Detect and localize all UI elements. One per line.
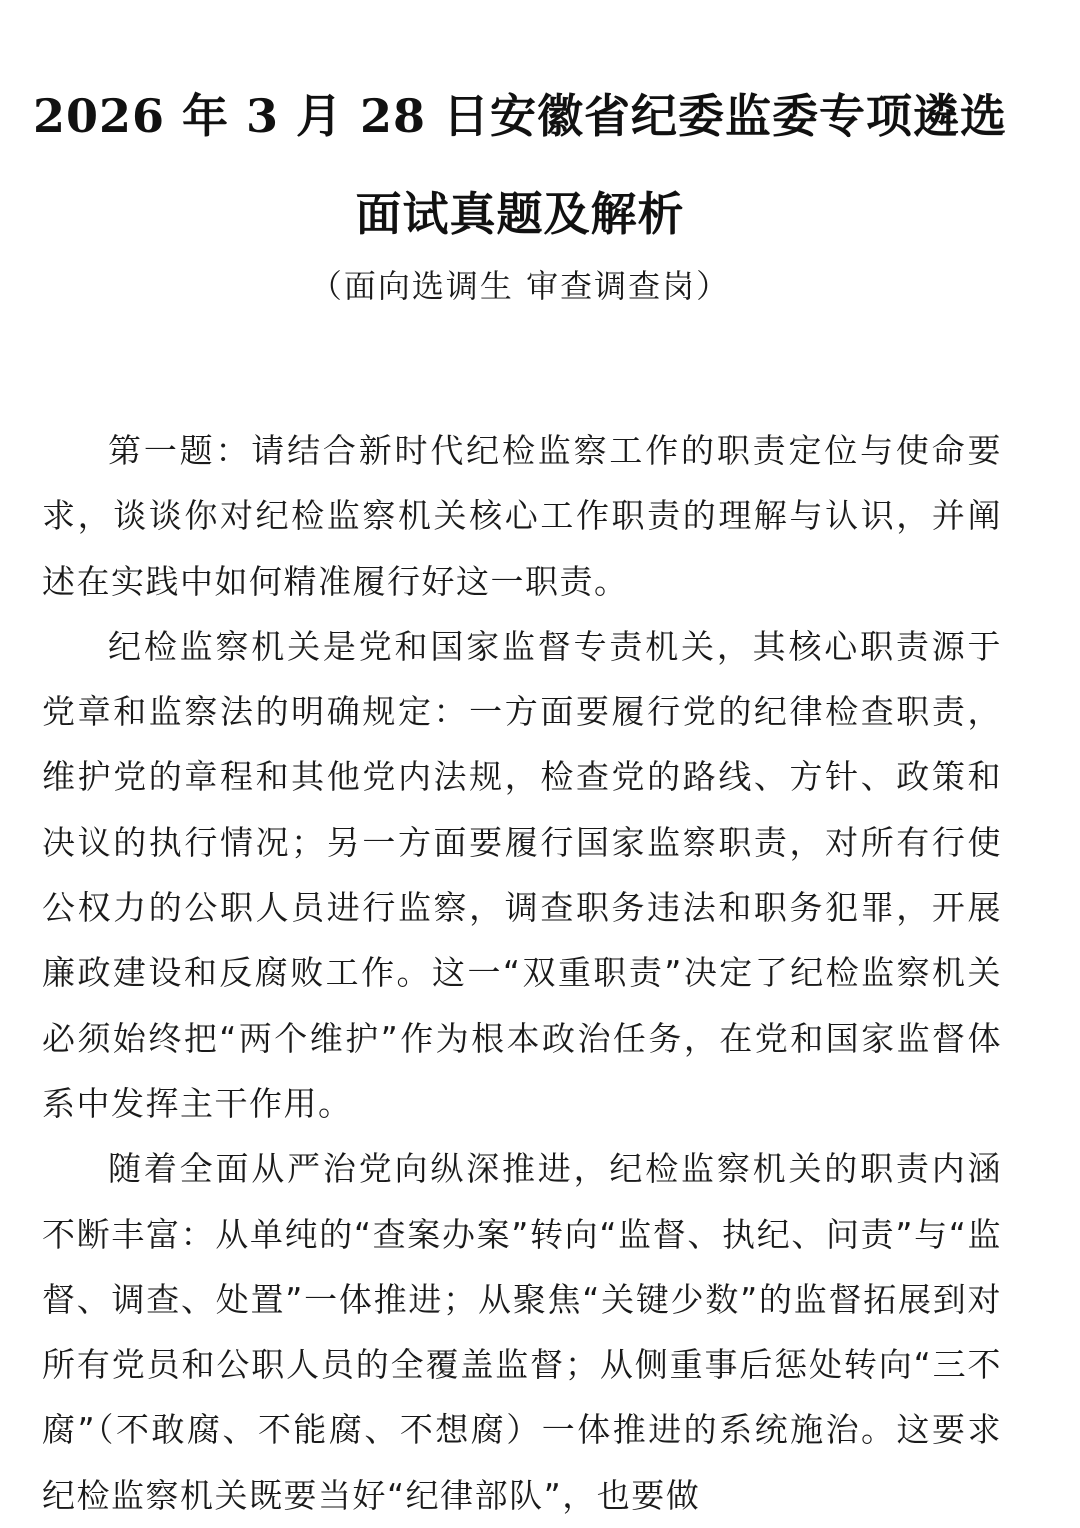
document-subtitle: （面向选调生 审查调查岗） (309, 267, 731, 305)
answer-paragraph-1: 纪检监察机关是党和国家监督专责机关，其核心职责源于党章和监察法的明确规定：一方面要履行党的纪律检查职责，维护党的章程和其他党内法规，检查党的路线、方针、政策和决议的执行情况；另一方面要履行国家监察职责，对所有行使公权力的公职人员进行监察，调查职务违法和职务犯罪，开展廉政建设和反腐败工作。这一“双重职责”决定了纪检监察机关必须始终把“两个维护”作为根本政治任务，在党和国家监督体系中发挥主干作用。 (42, 626, 1002, 1123)
question-paragraph: 第一题：请结合新时代纪检监察工作的职责定位与使命要求，谈谈你对纪检监察机关核心工作职责的理解与认识，并阐述在实践中如何精准履行好这一职责。 (42, 431, 1002, 601)
document-title-line-1: 2026 年 3 月 28 日安徽省纪委监委专项遴选 (32, 89, 1008, 143)
document-body (42, 418, 1002, 1528)
answer-paragraph-2: 随着全面从严治党向纵深推进，纪检监察机关的职责内涵不断丰富：从单纯的“查案办案”转向“监督、执纪、问责”与“监督、调查、处置”一体推进；从聚焦“关键少数”的监督拓展到对所有党员和公职人员的全覆盖监督；从侧重事后惩处转向“三不腐”（不敢腐、不能腐、不想腐）一体推进的系统施治。这要求纪检监察机关既要当好“纪律部队”，也要做 (42, 1149, 1002, 1515)
document-title-line-2: 面试真题及解析 (355, 187, 685, 241)
